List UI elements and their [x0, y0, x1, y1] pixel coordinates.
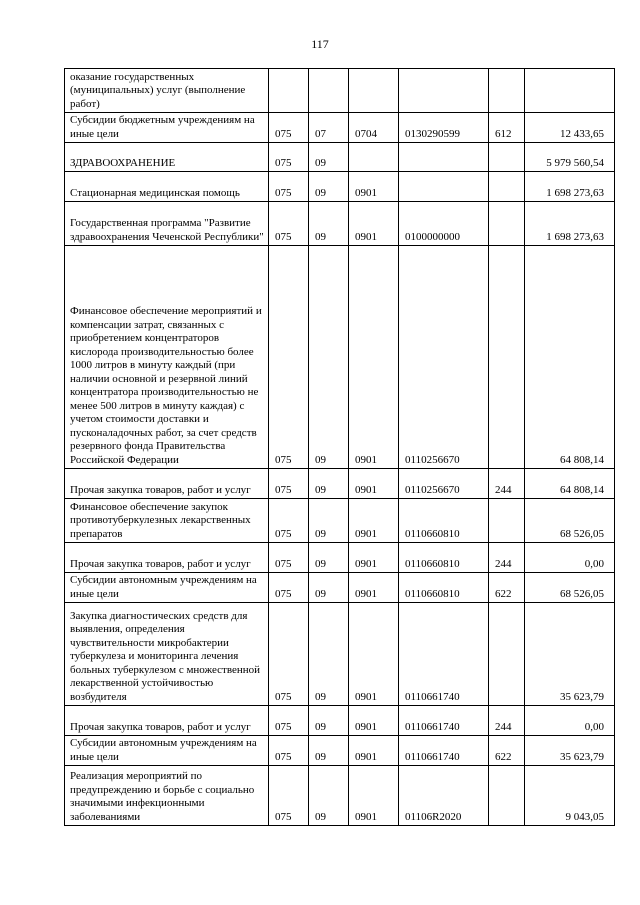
- section-code: 09: [309, 603, 349, 706]
- target-article-code: [399, 143, 489, 172]
- target-article-code: 0110660810: [399, 543, 489, 573]
- expense-type-code: [489, 603, 525, 706]
- section-code: 09: [309, 573, 349, 603]
- ministry-code: 075: [269, 706, 309, 736]
- amount: 9 043,05: [525, 766, 615, 826]
- table-row: [65, 143, 615, 172]
- expense-type-code: [489, 766, 525, 826]
- item-name: Государственная программа "Развитие здравоохранения Чеченской Республики": [65, 202, 269, 246]
- table-row: [65, 603, 615, 706]
- amount: 68 526,05: [525, 573, 615, 603]
- table-row: [65, 469, 615, 499]
- amount: 1 698 273,63: [525, 202, 615, 246]
- subsection-code: 0901: [349, 246, 399, 469]
- table-row: [65, 573, 615, 603]
- ministry-code: 075: [269, 172, 309, 202]
- expense-type-code: [489, 143, 525, 172]
- section-code: 09: [309, 736, 349, 766]
- amount: 68 526,05: [525, 499, 615, 543]
- target-article-code: 0110661740: [399, 706, 489, 736]
- section-code: 07: [309, 113, 349, 143]
- expense-type-code: 612: [489, 113, 525, 143]
- target-article-code: 0110660810: [399, 573, 489, 603]
- item-name: Субсидии автономным учреждениям на иные цели: [65, 736, 269, 766]
- subsection-code: 0901: [349, 766, 399, 826]
- subsection-code: 0901: [349, 469, 399, 499]
- item-name: Закупка диагностических средств для выявления, определения чувствительности микробактерии туберкулеза и мониторинга лечения больных туберкулезом с множественной лекарственной устойчивостью возбудителя: [65, 603, 269, 706]
- item-name: оказание государственных (муниципальных) услуг (выполнение работ): [65, 69, 269, 113]
- ministry-code: 075: [269, 573, 309, 603]
- section-code: 09: [309, 143, 349, 172]
- item-name: Прочая закупка товаров, работ и услуг: [65, 543, 269, 573]
- subsection-code: 0901: [349, 736, 399, 766]
- target-article-code: 0110256670: [399, 469, 489, 499]
- ministry-code: 075: [269, 543, 309, 573]
- ministry-code: 075: [269, 736, 309, 766]
- section-code: 09: [309, 766, 349, 826]
- amount: 5 979 560,54: [525, 143, 615, 172]
- target-article-code: 0130290599: [399, 113, 489, 143]
- subsection-code: 0901: [349, 202, 399, 246]
- item-name: ЗДРАВООХРАНЕНИЕ: [65, 143, 269, 172]
- amount: 35 623,79: [525, 603, 615, 706]
- amount: 12 433,65: [525, 113, 615, 143]
- target-article-code: 01106R2020: [399, 766, 489, 826]
- subsection-code: 0901: [349, 706, 399, 736]
- item-name: Субсидии бюджетным учреждениям на иные цели: [65, 113, 269, 143]
- expense-type-code: 622: [489, 573, 525, 603]
- ministry-code: 075: [269, 246, 309, 469]
- subsection-code: 0901: [349, 499, 399, 543]
- item-name: Субсидии автономным учреждениям на иные цели: [65, 573, 269, 603]
- item-name: Финансовое обеспечение закупок противотуберкулезных лекарственных препаратов: [65, 499, 269, 543]
- amount: 64 808,14: [525, 246, 615, 469]
- page-number: 117: [311, 37, 329, 51]
- section-code: 09: [309, 469, 349, 499]
- ministry-code: 075: [269, 469, 309, 499]
- subsection-code: 0901: [349, 573, 399, 603]
- subsection-code: 0901: [349, 603, 399, 706]
- table-row: [65, 113, 615, 143]
- ministry-code: 075: [269, 603, 309, 706]
- subsection-code: 0901: [349, 543, 399, 573]
- expense-type-code: [489, 202, 525, 246]
- table-row: [65, 736, 615, 766]
- table-row: [65, 499, 615, 543]
- section-code: 09: [309, 246, 349, 469]
- section-code: 09: [309, 543, 349, 573]
- target-article-code: 0110661740: [399, 736, 489, 766]
- item-name: Финансовое обеспечение мероприятий и компенсации затрат, связанных с приобретением концентраторов кислорода производительностью более 1000 литров в минуту каждый (при наличии основной и резервной линий концентратора производительностью не менее 500 литров в минуту каждая) с учетом стоимости доставки и пусконаладочных работ, за счет средств резервного фонда Правительства Российской Федерации: [65, 246, 269, 469]
- table-row: [65, 766, 615, 826]
- ministry-code: [269, 69, 309, 113]
- target-article-code: [399, 172, 489, 202]
- subsection-code: 0901: [349, 172, 399, 202]
- expense-type-code: 622: [489, 736, 525, 766]
- ministry-code: 075: [269, 499, 309, 543]
- item-name: Стационарная медицинская помощь: [65, 172, 269, 202]
- amount: 0,00: [525, 706, 615, 736]
- table-row: [65, 543, 615, 573]
- table-row: [65, 246, 615, 469]
- expense-type-code: [489, 499, 525, 543]
- expense-type-code: 244: [489, 706, 525, 736]
- expense-type-code: [489, 69, 525, 113]
- subsection-code: [349, 69, 399, 113]
- section-code: 09: [309, 499, 349, 543]
- ministry-code: 075: [269, 766, 309, 826]
- section-code: 09: [309, 202, 349, 246]
- target-article-code: [399, 69, 489, 113]
- section-code: [309, 69, 349, 113]
- table-row: [65, 706, 615, 736]
- item-name: Реализация мероприятий по предупреждению и борьбе с социально значимыми инфекционными заболеваниями: [65, 766, 269, 826]
- target-article-code: 0110256670: [399, 246, 489, 469]
- subsection-code: 0704: [349, 113, 399, 143]
- table-row: [65, 202, 615, 246]
- amount: 64 808,14: [525, 469, 615, 499]
- ministry-code: 075: [269, 202, 309, 246]
- target-article-code: 0100000000: [399, 202, 489, 246]
- expense-type-code: 244: [489, 469, 525, 499]
- amount: 1 698 273,63: [525, 172, 615, 202]
- target-article-code: 0110660810: [399, 499, 489, 543]
- expense-type-code: [489, 172, 525, 202]
- item-name: Прочая закупка товаров, работ и услуг: [65, 469, 269, 499]
- amount: [525, 69, 615, 113]
- table-row: [65, 172, 615, 202]
- ministry-code: 075: [269, 143, 309, 172]
- amount: 0,00: [525, 543, 615, 573]
- expense-type-code: [489, 246, 525, 469]
- section-code: 09: [309, 706, 349, 736]
- item-name: Прочая закупка товаров, работ и услуг: [65, 706, 269, 736]
- subsection-code: [349, 143, 399, 172]
- section-code: 09: [309, 172, 349, 202]
- amount: 35 623,79: [525, 736, 615, 766]
- expense-type-code: 244: [489, 543, 525, 573]
- target-article-code: 0110661740: [399, 603, 489, 706]
- ministry-code: 075: [269, 113, 309, 143]
- budget-table: [64, 68, 615, 826]
- table-row: [65, 69, 615, 113]
